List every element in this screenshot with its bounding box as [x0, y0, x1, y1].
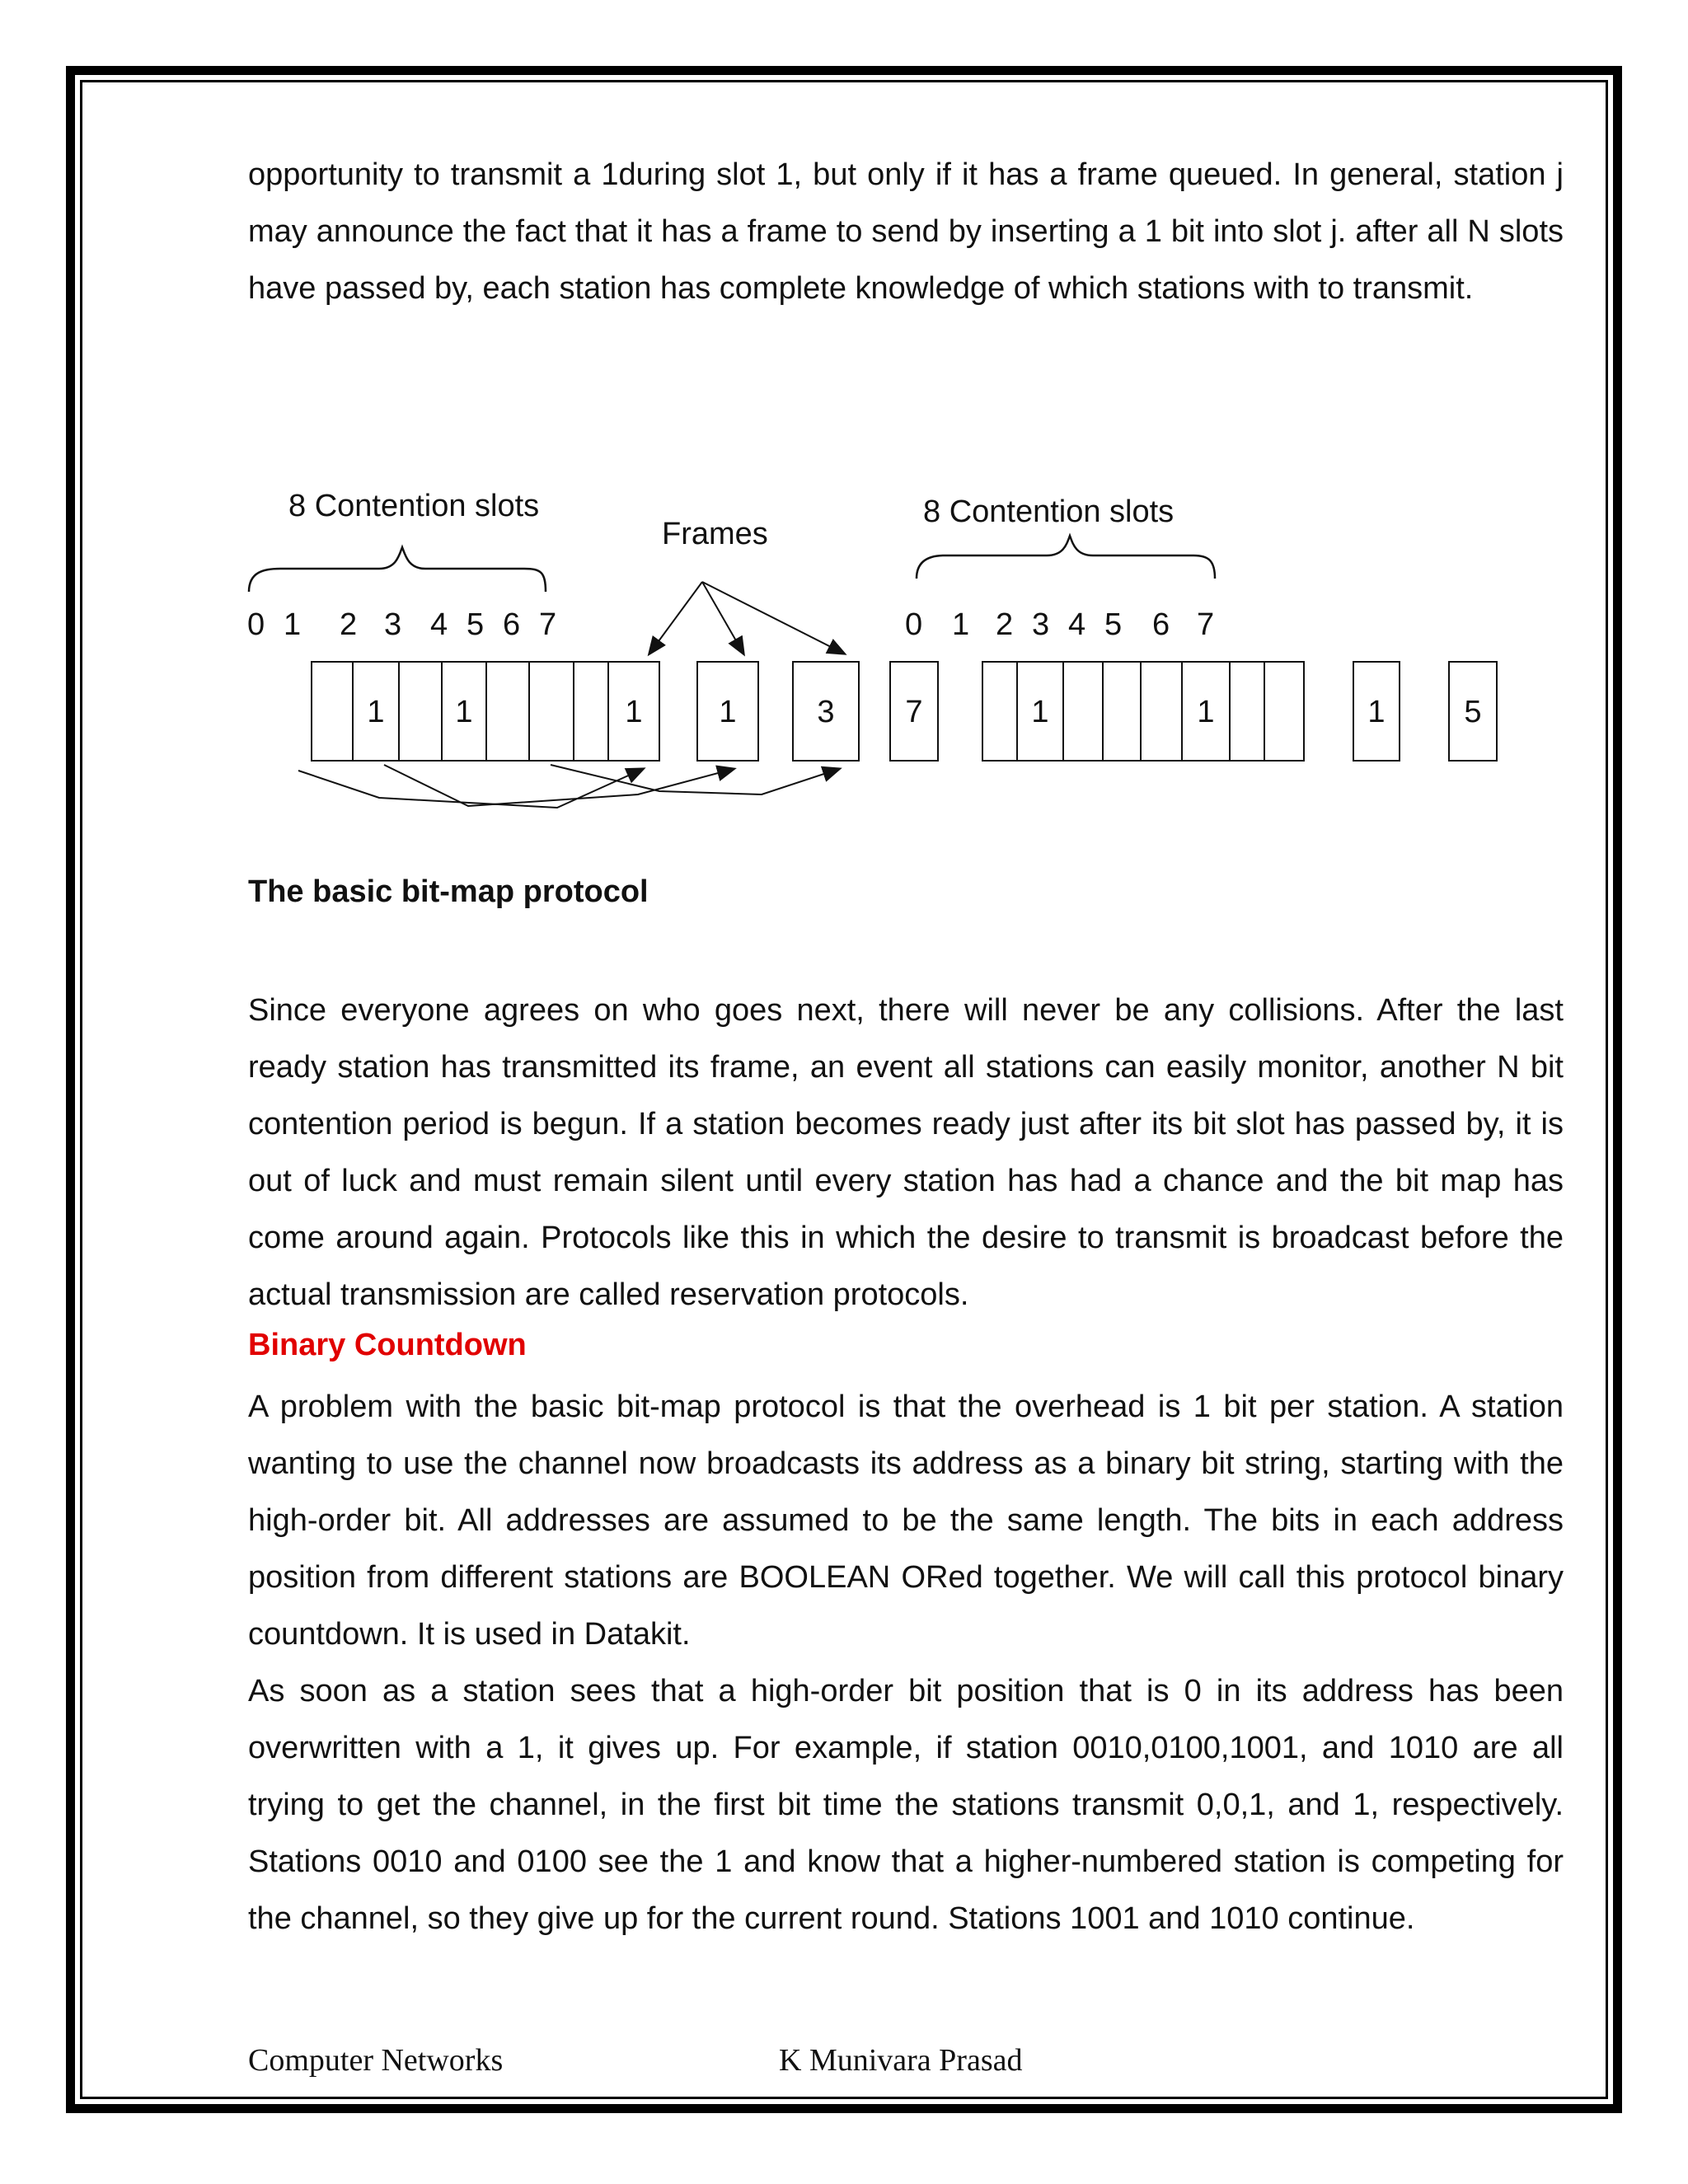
slot-value: 1: [367, 695, 385, 729]
frame-value: 7: [905, 695, 923, 729]
right-slot-number: 6: [1152, 607, 1170, 642]
trailing-frame-values: [1367, 695, 1481, 729]
right-contention-label: 8 Contention slots: [923, 494, 1175, 529]
frame-value: 1: [625, 695, 643, 729]
right-slot-number: 4: [1068, 607, 1086, 642]
frame-value: 1: [1367, 695, 1386, 729]
left-contention-label: 8 Contention slots: [288, 489, 540, 523]
section1-block: [248, 982, 1564, 1324]
right-slot-number: 1: [952, 607, 970, 642]
right-slot-numbers: [905, 607, 1214, 642]
section2-block: [248, 1379, 1564, 1947]
slot-value: 1: [1031, 695, 1049, 729]
left-slot-number: 6: [503, 607, 521, 642]
section1-paragraph: Since everyone agrees on who goes next, there will never be any collisions. After the last ready station has transmitted its frame, an event all stations can easily monitor, another N bit contention period is begun. If a station becomes ready just after its bit slot has passed by, it is out of luck and must remain silent until every station has had a chance and the bit map has come around again. Protocols like this in which the desire to transmit is broadcast before the actual transmission are called reservation protocols.: [248, 993, 1564, 1312]
left-slot-numbers: [247, 607, 556, 642]
section2-paragraph-1: A problem with the basic bit-map protocol is that the overhead is 1 bit per station. A station wanting to use the channel now broadcasts its address as a binary bit string, starting with the high-order bit. All addresses are assumed to be the same length. The bits in each address position from different stations are BOOLEAN ORed together. We will call this protocol binary countdown. It is used in Datakit.: [248, 1390, 1564, 1652]
left-slot-number: 7: [539, 607, 557, 642]
section2-heading: Binary Countdown: [248, 1328, 527, 1362]
left-brace: [249, 547, 546, 592]
right-slot-number: 3: [1032, 607, 1050, 642]
section2-paragraph-2: As soon as a station sees that a high-order bit position that is 0 in its address has been overwritten with a 1, it gives up. For example, if station 0010,0100,1001, and 1010 are all trying to get the channel, in the first bit time the stations transmit 0,0,1, and 1, respectively. Stations 0010 and 0100 see the 1 and know that a higher-numbered station is competing for the channel, so they give up for the current round. Stations 1001 and 1010 continue.: [248, 1674, 1564, 1936]
left-slot-number: 1: [284, 607, 302, 642]
left-slot-number: 4: [430, 607, 448, 642]
left-slot-values: [367, 695, 472, 729]
right-slot-number: 2: [996, 607, 1014, 642]
left-slot-number: 5: [467, 607, 485, 642]
slot-value: 1: [455, 695, 473, 729]
left-slot-number: 0: [247, 607, 265, 642]
footer-left: Computer Networks: [248, 2043, 504, 2078]
frame-value: 5: [1464, 695, 1482, 729]
frame-value: 1: [719, 695, 737, 729]
section1-heading: The basic bit-map protocol: [248, 874, 649, 909]
slot-value: 1: [1197, 695, 1215, 729]
frame-value: 3: [817, 695, 835, 729]
intro-paragraph: opportunity to transmit a 1during slot 1, but only if it has a frame queued. In general, station j may announce the fact that it has a frame to send by inserting a 1 bit into slot j. after all N slots have passed by, each station has complete knowledge of which stations with to transmit.: [248, 157, 1564, 306]
frames-arrow: [649, 582, 702, 654]
slot-frame-arrow: [384, 765, 734, 806]
left-slot-group: [312, 662, 659, 761]
right-slot-number: 5: [1104, 607, 1123, 642]
footer-right: K Munivara Prasad: [779, 2043, 1023, 2078]
left-slot-number: 3: [384, 607, 402, 642]
frames-label: Frames: [662, 517, 768, 551]
slot-to-frame-arrows: [298, 765, 839, 808]
frame-values: [719, 695, 922, 729]
frames-arrows: [649, 582, 844, 654]
right-slot-values: [1031, 695, 1214, 729]
left-slot-number: 2: [340, 607, 358, 642]
right-slot-number: 7: [1197, 607, 1215, 642]
right-slot-number: 0: [905, 607, 923, 642]
right-brace: [917, 536, 1215, 579]
